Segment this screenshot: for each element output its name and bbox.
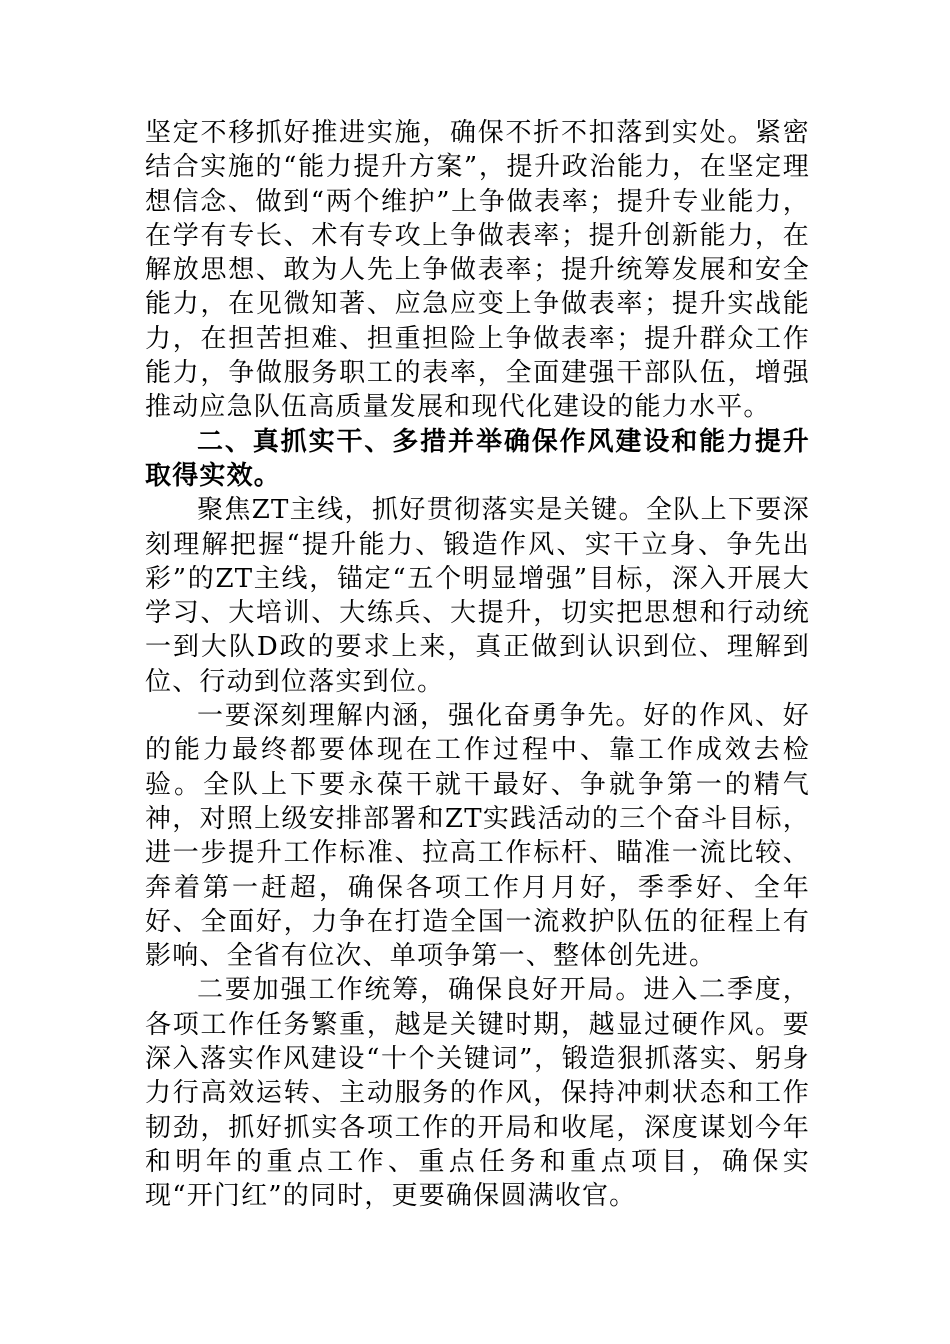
body-paragraph-3: 一要深刻理解内涵，强化奋勇争先。好的作风、好的能力最终都要体现在工作过程中、靠工作成效去检验。全队上下要永葆干就干最好、争就争第一的精气神，对照上级安排部署和ZT实践活动的三个奋斗目标，进一步提升工作标准、拉高工作标杆、瞄准一流比较、奔着第一赶超，确保各项工作月月好，季季好、全年好、全面好，力争在打造全国一流救护队伍的征程上有影响、全省有位次、单项争第一、整体创先进。 <box>145 701 810 972</box>
body-paragraph-1: 坚定不移抓好推进实施，确保不折不扣落到实处。紧密结合实施的“能力提升方案”，提升政治能力，在坚定理想信念、做到“两个维护”上争做表率；提升专业能力，在学有专长、术有专攻上争做表率；提升创新能力，在解放思想、敢为人先上争做表率；提升统筹发展和安全能力，在见微知著、应急应变上争做表率；提升实战能力，在担苦担难、担重担险上争做表率；提升群众工作能力，争做服务职工的表率，全面建强干部队伍，增强推动应急队伍高质量发展和现代化建设的能力水平。 <box>145 118 810 423</box>
body-paragraph-2: 聚焦ZT主线，抓好贯彻落实是关键。全队上下要深刻理解把握“提升能力、锻造作风、实干立身、争先出彩”的ZT主线，锚定“五个明显增强”目标，深入开展大学习、大培训、大练兵、大提升，切实把思想和行动统一到大队D政的要求上来，真正做到认识到位、理解到位、行动到位落实到位。 <box>145 495 810 697</box>
section-heading: 二、真抓实干、多措并举确保作风建设和能力提升取得实效。 <box>145 426 810 491</box>
document-page <box>145 116 810 1214</box>
body-paragraph-4: 二要加强工作统筹，确保良好开局。进入二季度，各项工作任务繁重，越是关键时期，越显过硬作风。要深入落实作风建设“十个关键词”，锻造狠抓落实、躬身力行高效运转、主动服务的作风，保持冲刺状态和工作韧劲，抓好抓实各项工作的开局和收尾，深度谋划今年和明年的重点工作、重点任务和重点项目，确保实现“开门红”的同时，更要确保圆满收官。 <box>145 975 810 1212</box>
